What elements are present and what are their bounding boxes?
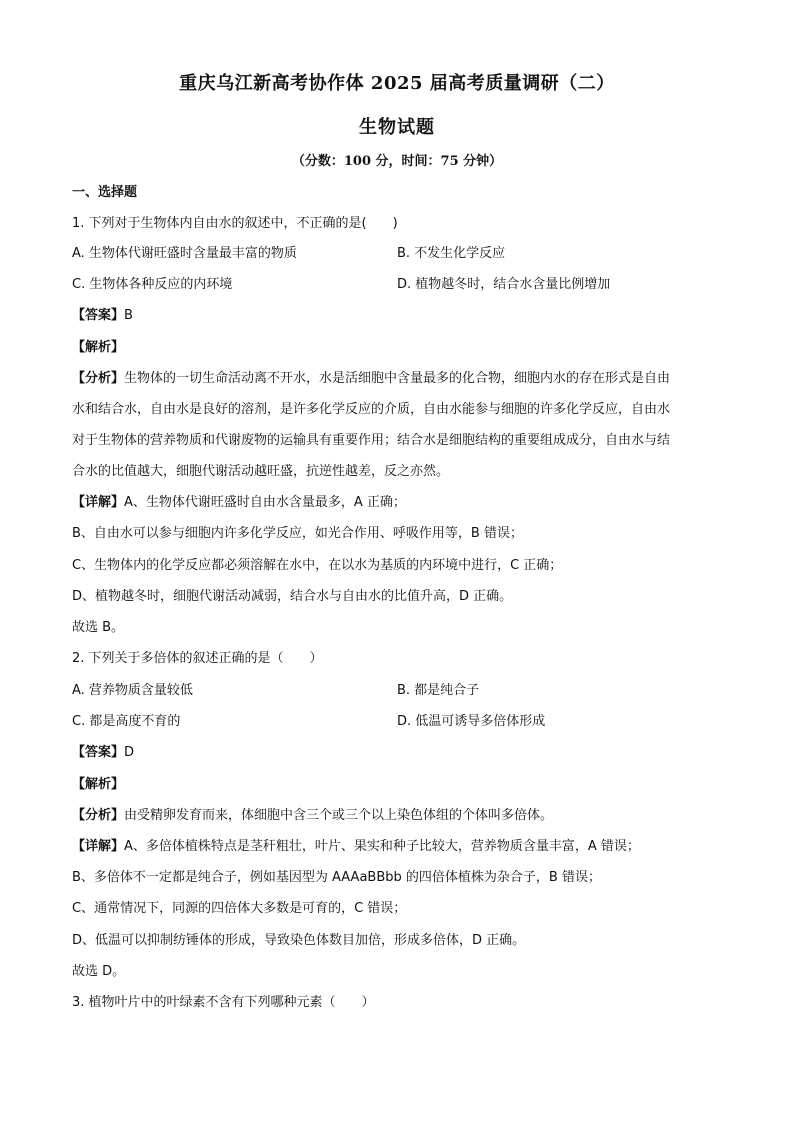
fenxi-text: 由受精卵发育而来，体细胞中含三个或三个以上染色体组的个体叫多倍体。 [124,808,554,823]
q2-stem: 2. 下列关于多倍体的叙述正确的是（ ） [72,651,323,666]
fenxi-text: 生物体的一切生命活动离不开水，水是活细胞中含量最多的化合物，细胞内水的存在形式是自由 [124,371,671,386]
xiangjie-tag: 【详解】 [72,839,125,854]
section-title: 一、选择题 [72,185,138,200]
answer-tag: 【答案】 [72,308,125,323]
q2-option-c: C. 都是高度不育的 [72,714,181,729]
q1-option-c: C. 生物体各种反应的内环境 [72,277,233,292]
q2-option-a: A. 营养物质含量较低 [72,683,193,698]
q2-detail-b: B、多倍体不一定都是纯合子，例如基因型为 AAAaBBbb 的四倍体植株为杂合子，B 错误； [72,870,601,885]
q2-detail-a [72,838,640,856]
q1-fenxi-line-2: 水和结合水，自由水是良好的溶剂，是许多化学反应的介质，自由水能参与细胞的许多化学反应，自由水 [72,402,671,417]
q1-option-a: A. 生物体代谢旺盛时含量最丰富的物质 [72,246,297,261]
q1-detail-d: D、植物越冬时，细胞代谢活动减弱，结合水与自由水的比值升高，D 正确。 [72,589,513,604]
q1-fenxi-line-4: 合水的比值越大，细胞代谢活动越旺盛，抗逆性越差，反之亦然。 [72,464,450,479]
q1-option-d: D. 植物越冬时，结合水含量比例增加 [397,277,611,292]
exam-title: 重庆乌江新高考协作体 2025 届高考质量调研（二） [179,73,615,94]
q1-detail-c: C、生物体内的化学反应都必须溶解在水中，在以水为基质的内环境中进行，C 正确； [72,558,563,573]
fenxi-tag: 【分析】 [72,371,125,386]
detail-text: A、多倍体植株特点是茎秆粗壮，叶片、果实和种子比较大，营养物质含量丰富，A 错误； [124,839,640,854]
q1-analysis-tag: 【解析】 [72,340,125,355]
q1-fenxi-line-1 [72,370,670,388]
detail-text: A、生物体代谢旺盛时自由水含量最多，A 正确； [124,495,406,510]
q2-analysis-tag: 【解析】 [72,777,125,792]
fenxi-tag: 【分析】 [72,808,125,823]
q3-stem: 3. 植物叶片中的叶绿素不含有下列哪种元素（ ） [72,995,375,1010]
xiangjie-tag: 【详解】 [72,495,125,510]
q1-detail-b: B、自由水可以参与细胞内许多化学反应，如光合作用、呼吸作用等，B 错误； [72,526,523,541]
answer-value: D [124,745,135,760]
answer-tag: 【答案】 [72,745,125,760]
exam-meta: （分数：100 分，时间：75 分钟） [291,154,503,169]
q1-option-b: B. 不发生化学反应 [397,246,506,261]
q1-choose: 故选 B。 [72,620,125,635]
q2-choose: 故选 D。 [72,964,126,979]
q2-option-b: B. 都是纯合子 [397,683,480,698]
q1-stem: 1. 下列对于生物体内自由水的叙述中，不正确的是( ) [72,216,398,231]
q2-option-d: D. 低温可诱导多倍体形成 [397,714,546,729]
q2-answer [72,744,134,762]
subject-title: 生物试题 [359,117,435,138]
q1-answer [72,307,133,325]
q2-detail-c: C、通常情况下，同源的四倍体大多数是可育的，C 错误； [72,901,407,916]
q2-fenxi-line-1 [72,807,553,825]
q1-detail-a [72,494,406,512]
q1-fenxi-line-3: 对于生物体的营养物质和代谢废物的运输具有重要作用；结合水是细胞结构的重要组成成分，自由水与结 [72,433,671,448]
q2-detail-d: D、低温可以抑制纺锤体的形成，导致染色体数目加倍，形成多倍体，D 正确。 [72,933,526,948]
answer-value: B [124,308,133,323]
